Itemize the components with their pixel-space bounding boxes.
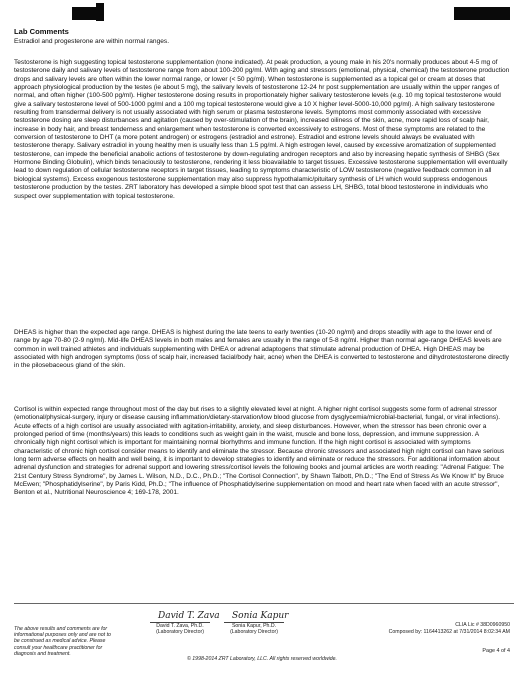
comment-paragraph-testosterone: Testosterone is high suggesting topical testosterone supplementation (none indicated). At peak production, a young male in his 20's normally produces about 4-5 mg of testosterone daily and salivary levels of testosterone range from about 100-200 pg/ml. With aging and stressors (emotional, physical, chemical) the testosterone production drops and salivary levels are often within the lower normal range, or lower (< 50 pg/ml). When testosterone is supplemented as a topical gel or cream at doses that approach physiological production by the testes (ie about 5 mg), the salivary levels of testosterone 12-24 hr post supplementation are usually within the upper ranges of normal, and often higher (100-500 pg/ml). Higher testosterone dosing results in proportionately higher salivary testosterone levels (e.g. 10 mg topical testosterone would give a salivary testosterone level of 500-1000 pg/ml and a 100 mg topical testosterone would give a 10 X higher level-5000-10,000 pg/ml). A high salivary testosterone resulting from transdermal delivery is not usually associated with high serum or plasma testosterone levels. Symptoms most commonly associated with excessive testosterone dosing are sleep disturbances and agitation (caused by over-stimulation of the brain), increased oiliness of the skin, acne, more rapid loss of scalp hair, increase in body hair, and breast tenderness and enlargement when testosterone is converted excessively to estrogens. Most of these symptoms are related to the conversion of testosterone to DHT (a more potent androgen) or estrogens (estradiol and estrone). Estradiol and estrone levels should always be evaluated with testosterone therapy. Salivary estradiol in young healthy men is usually less than 1.5 pg/ml. A high estrogen level, caused by excessive aromatization of supplemented testosterone, can impede the beneficial anabolic actions of testosterone by down-regulating androgen receptors and also by increasing hepatic synthesis of SHBG (Sex Hormone Binding Globulin), which binds tenaciously to testosterone, rendering it less bioavailable to target tissues. Excessive testosterone supplementation will eventually lead to down regulation of cellular testosterone receptors in target tissues, leading to symptoms characteristic of LOW testosterone (negative feedback common in all biological systems). Excess exogenous testosterone supplementation may also suppress hypothalamic/pituitary synthesis of LH which would suppress endogenous testosterone production by the testes. ZRT laboratory has developed a simple blood spot test that can assess LH, SHBG, total blood testosterone in individuals who suspect over supplementation with topical testosterone.	[14, 59, 510, 200]
comment-paragraph-cortisol: Cortisol is within expected range throughout most of the day but rises to a slightly elevated level at night. A higher night cortisol suggests some form of adrenal stressor (emotional/physical-surgery, injury or disease causing inflammation/dietary-starvation/low blood glucose from dysglycemia/microbial-bacterial, fungal, or viral infections). Acute effects of a high cortisol are usually associated with agitation-irritability, anxiety, and sleep disturbances. However, when the stressor has been chronic over a prolonged period of time (months/years) this leads to conditions such as weight gain in the waist, muscle and bone loss, depression, and immune suppression. A chronically high night cortisol which is important for maintaining normal biorhythms and immune function. If the high night cortisol is associated with symptoms characteristic of chronic high cortisol consider means to identify and eliminate the stressor. Because chronic stressors and associated high night cortisol can have serious long term adverse effects on health and well being, it is important to develop strategies to identify and eliminate or reduce the stressors. For additional information about adrenal dysfunction and strategies for adrenal support and lowering stress/cortisol levels the following books and journal articles are worth reading: "Adrenal Fatigue: The 21st Century Stress Syndrome", by James L. Wilson, N.D., D.C., Ph.D.; "The Cortisol Connection", by Shawn Talbott, Ph.D.; "The End of Stress As We Know It" by Bruce McEwen; "Phosphatidylserine", by Paris Kidd, Ph.D.; "The influence of Phosphatidylserine supplementation on mood and heart rate when faced with an acute stressor", Benton et al., Nutritional Neuroscience 4; 169-178, 2001.	[14, 406, 505, 497]
signatory-kapur	[214, 623, 294, 635]
footer-divider	[14, 603, 514, 604]
intro-text: Estradiol and progesterone are within normal ranges.	[14, 38, 170, 45]
signatory-name: Sonia Kapur, Ph.D.	[231, 623, 277, 629]
comment-paragraph-dheas: DHEAS is higher than the expected age range. DHEAS is highest during the late teens to early twenties (10-20 ng/ml) and drops steadily with age to the lower end of range by age 70-80 (2-9 ng/ml). Mid-life DHEAS levels in both males and females are usually in the range of 5-8 ng/ml. Higher than normal age-range DHEAS levels are common in well trained athletes and individuals supplementing with DHEA or adrenal adaptogens that stimulate adrenal production of DHEA. High DHEAS may be associated with high androgen symptoms (loss of scalp hair, increased facial/body hair, acne) when the DHEA is converted to testosterone and dihydrotestosterone directly in the pilosebaceous gland of the skin.	[14, 329, 509, 370]
redacted-patient-mark	[96, 3, 104, 21]
composed-info	[389, 622, 510, 636]
disclaimer-text: The above results and comments are for informational purposes only and are not to be construed as medical advice. Please consult your healthcare practitioner for diagnosis and treatment.	[14, 626, 111, 657]
signature-kapur: Sonia Kapur	[232, 611, 289, 621]
signatory-role: (Laboratory Director)	[230, 629, 278, 635]
signatory-role: (Laboratory Director)	[156, 629, 204, 635]
copyright-text: © 1998-2014 ZRT Laboratory, LLC. All rights reserved worldwide.	[187, 656, 337, 662]
signatory-name: David T. Zava, Ph.D.	[156, 623, 204, 629]
page-number: Page 4 of 4	[482, 648, 510, 654]
section-title: Lab Comments	[14, 27, 69, 36]
redacted-patient-name	[454, 7, 510, 20]
composed-by: Composed by: 1164413262 at 7/31/2014 8:02:34 AM	[388, 629, 510, 635]
signatory-zava	[140, 623, 220, 635]
signature-zava: David T. Zava	[158, 611, 220, 621]
clia-license: CLIA Lic # 38D0960950	[455, 622, 510, 628]
